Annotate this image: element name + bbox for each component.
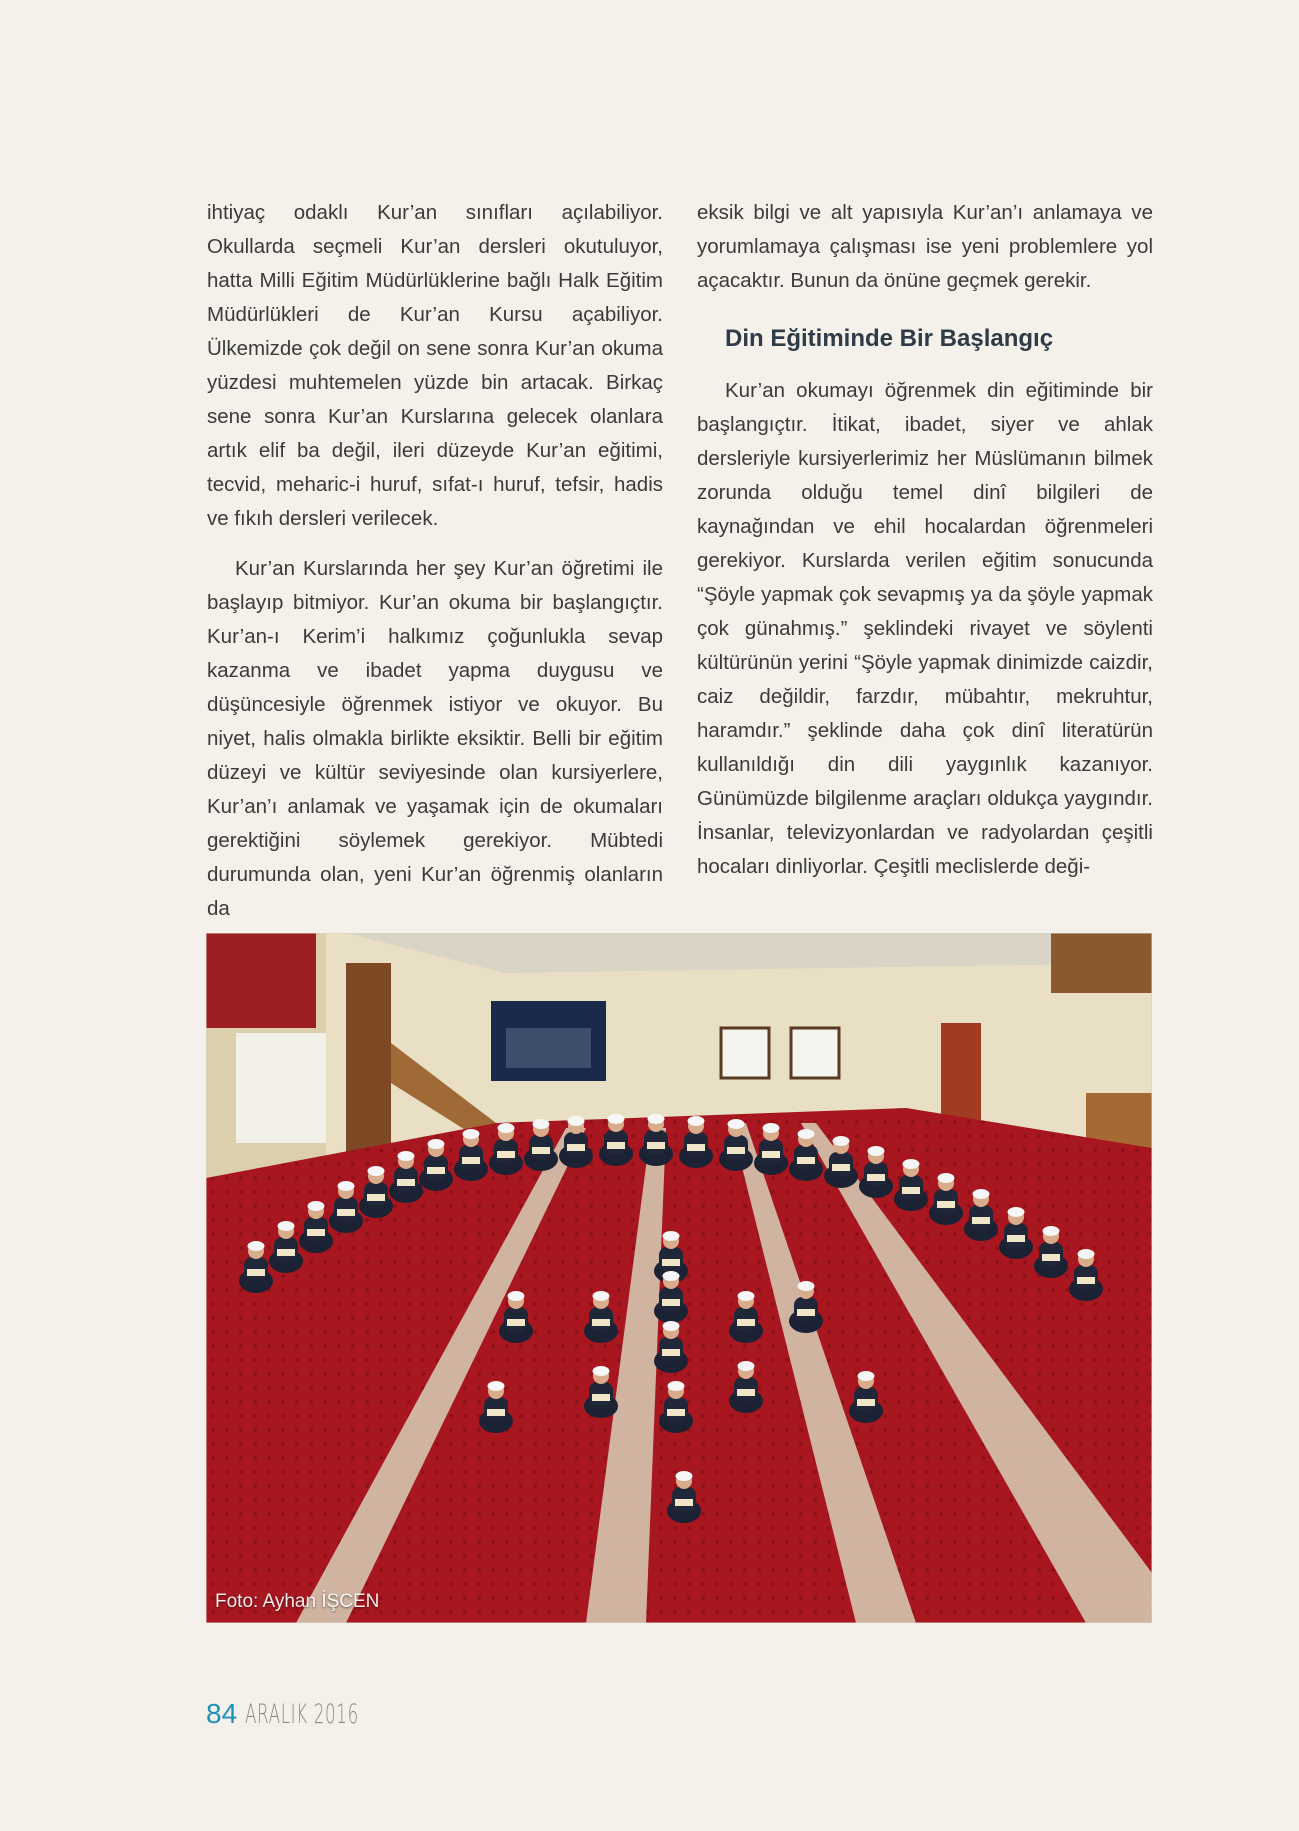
section-heading: Din Eğitiminde Bir Başlangıç [725,325,1054,352]
paragraph-1: ihtiyaç odaklı Kur’an sınıfları açılabiliyor. Okullarda seçmeli Kur’an dersleri okutuluyor, hatta Milli Eğitim Müdürlüklerine bağlı Halk Eğitim Müdürlükleri de Kur’an Kursu açabiliyor. Ülkemizde çok değil on sene sonra Kur’an okuma yüzdesi muhtemelen yüzde bin artacak. Birkaç sene sonra Kur’an Kurslarına gelecek olanlara artık elif ba değil, ileri düzeyde Kur’an eğitimi, tecvid, meharic-i huruf, sıfat-ı huruf, tefsir, hadis ve fıkıh dersleri verilecek. [207,201,663,530]
issue-date: ARALIK 2016 [245,1699,360,1730]
left-column [207,196,663,926]
paragraph-3: eksik bilgi ve alt yapısıyla Kur’an’ı anlamaya ve yorumlamaya çalışması ise yeni problemlere yol açacaktır. Bunun da önüne geçmek gerekir. [697,201,1153,292]
right-column [697,196,1153,884]
page-number: 84 [206,1698,238,1729]
photo-credit: Foto: Ayhan İŞCEN [215,1591,380,1612]
paragraph-4: Kur’an okumayı öğrenmek din eğitiminde bir başlangıçtır. İtikat, ibadet, siyer ve ahlak dersleriyle kursiyerlerimiz her Müslümanın bilmek zorunda olduğu temel dinî bilgileri de kaynağından ve ehil hocalardan öğrenmeleri gerekiyor. Kurslarda verilen eğitim sonucunda “Şöyle yapmak çok sevapmış ya da şöyle yapmak çok günahmış.” şeklindeki rivayet ve söylenti kültürünün yerini “Şöyle yapmak dinimizde caizdir, caiz değildir, farzdır, mübahtır, mekruhtur, haramdır.” şeklinde daha çok dinî literatürün kullanıldığı din dili yaygınlık kazanıyor. Günümüzde bilgilenme araçları oldukça yaygındır. İnsanlar, televizyonlardan ve radyolardan çeşitli hocaları dinliyorlar. Çeşitli meclislerde deği- [697,379,1153,878]
paragraph-2: Kur’an Kurslarında her şey Kur’an öğretimi ile başlayıp bitmiyor. Kur’an okuma bir başlangıçtır. Kur’an-ı Kerim’i halkımız çoğunlukla sevap kazanma ve ibadet yapma duygusu ve düşüncesiyle öğrenmek istiyor ve okuyor. Bu niyet, halis olmakla birlikte eksiktir. Belli bir eğitim düzeyi ve kültür seviyesinde olan kursiyerlere, Kur’an’ı anlamak ve yaşamak için de okumaları gerektiğini söylemek gerekiyor. Mübtedi durumunda olan, yeni Kur’an öğrenmiş olanların da [207,557,663,920]
mosque-class-photo [206,933,1152,1623]
photo-illustration [206,933,1152,1623]
page-footer [206,1698,429,1730]
